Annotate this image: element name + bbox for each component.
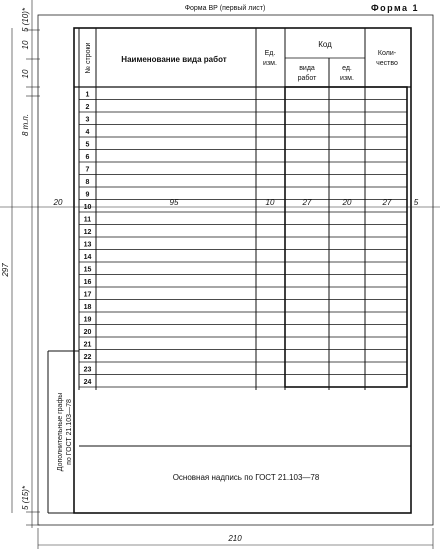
dim-header-10b: 10 [21,69,30,79]
form-label: Форма 1 [370,3,420,13]
title-block-label: Основная надпись по ГОСТ 21.103—78 [172,473,320,482]
row-number: 14 [83,254,92,261]
row-number: 18 [83,304,92,311]
col-name-header: Наименование вида работ [121,55,227,64]
row-lines [79,100,407,388]
row-numbers [84,92,92,387]
row-number: 23 [83,366,92,374]
dim-margin-left: 20 [53,198,63,207]
dim-top-margin: 5 (10)* [21,7,30,33]
col-code-unit-2: изм. [340,75,354,82]
dim-bottom-margin: 5 (15)* [21,485,30,511]
row-number: 4 [85,129,90,136]
row-number: 3 [85,116,90,124]
row-number: 7 [85,166,90,174]
dim-margin-right: 5 [413,198,419,207]
dim-col-code-unit: 20 [342,198,352,207]
dim-total-width: 210 [228,534,242,543]
row-number: 15 [83,266,92,274]
dim-col-unit: 10 [265,198,275,207]
row-number: 9 [85,191,90,199]
row-number: 10 [83,204,92,211]
col-code-unit-1: ед. [342,65,352,72]
row-number: 12 [83,229,92,236]
row-number: 1 [85,91,90,99]
row-number: 17 [83,291,92,299]
dim-header-10a: 10 [21,40,30,50]
row-number: 22 [83,354,92,361]
col-number-header: № строки [85,42,92,74]
col-code-work-2: работ [297,75,317,82]
col-qty-header-2: чество [376,60,398,67]
frame [74,28,411,513]
dim-col-name: 95 [169,198,179,207]
form-caption: Форма ВР (первый лист) [184,5,266,12]
col-code-work-1: вида [299,65,315,72]
row-number: 6 [85,154,90,161]
col-code-header: Код [318,40,332,49]
dim-col-code-work: 27 [302,198,312,207]
row-number: 19 [83,316,92,324]
dim-total-height: 297 [1,263,10,277]
row-number: 2 [85,104,90,111]
row-number: 5 [85,141,90,149]
row-number: 24 [83,379,92,386]
row-number: 8 [85,179,90,186]
col-unit-header-2: изм. [263,60,277,67]
page-border [38,15,433,525]
row-number: 21 [83,341,92,349]
dim-col-qty: 27 [382,198,392,207]
row-number: 20 [83,329,92,336]
col-qty-header-1: Коли- [377,50,397,57]
row-number: 13 [83,241,92,249]
row-number: 11 [83,216,92,224]
col-unit-header-1: Ед. [264,50,276,57]
dim-row-height: 8 т.п. [21,113,30,137]
row-number: 16 [83,279,92,286]
extra-block-label-2: по ГОСТ 21.103—78 [66,399,73,465]
extra-block-label-1: Дополнительные графы [57,392,64,472]
